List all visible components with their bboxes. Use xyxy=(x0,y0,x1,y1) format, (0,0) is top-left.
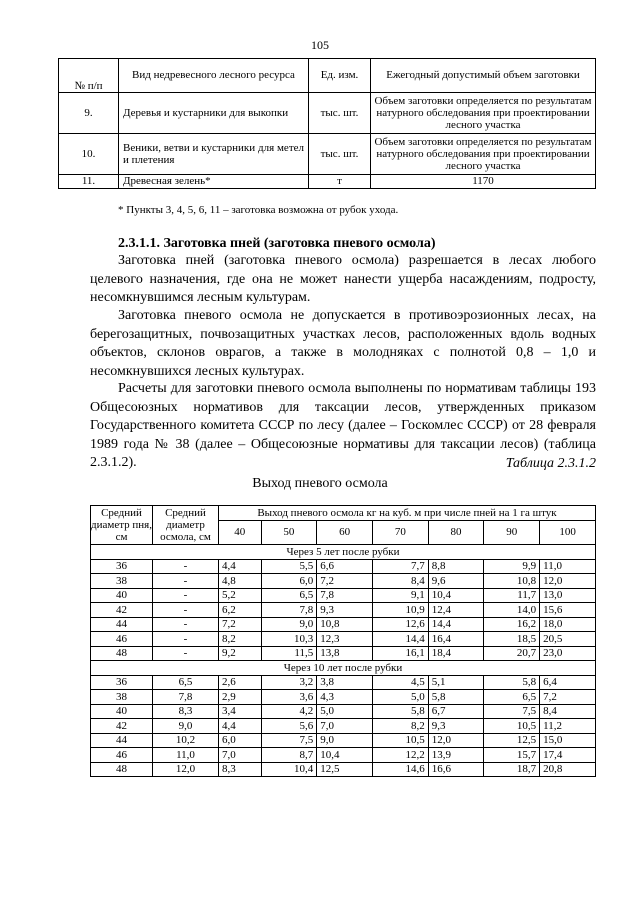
yield-cell: 7,2 xyxy=(540,690,596,705)
table-body xyxy=(91,545,596,777)
yield-cell: 9,0 xyxy=(317,733,373,748)
yield-cell: 10,8 xyxy=(484,574,540,589)
yield-cell: 9,6 xyxy=(428,574,484,589)
header-stump-count: 50 xyxy=(261,520,317,544)
yield-cell: 4,5 xyxy=(372,675,428,690)
yield-cell: 18,0 xyxy=(540,617,596,632)
yield-cell: 5,8 xyxy=(484,675,540,690)
yield-cell: 6,4 xyxy=(540,675,596,690)
resin-diameter-cell: 9,0 xyxy=(153,719,219,734)
yield-cell: 9,3 xyxy=(317,603,373,618)
row-number: 9. xyxy=(59,93,119,134)
yield-cell: 7,7 xyxy=(372,559,428,574)
yield-cell: 12,2 xyxy=(372,748,428,763)
yield-cell: 2,6 xyxy=(219,675,262,690)
resin-diameter-cell: - xyxy=(153,559,219,574)
yield-cell: 8,3 xyxy=(219,762,262,777)
resin-diameter-cell: - xyxy=(153,588,219,603)
yield-cell: 9,1 xyxy=(372,588,428,603)
yield-cell: 7,8 xyxy=(261,603,317,618)
header-stump-count: 60 xyxy=(317,520,373,544)
yield-cell: 4,4 xyxy=(219,559,262,574)
yield-cell: 8,8 xyxy=(428,559,484,574)
header-annual-volume: Ежегодный допустимый объем заготовки xyxy=(371,59,596,93)
section-row xyxy=(91,545,596,560)
header-resource-type: Вид недревесного лесного ресурса xyxy=(119,59,309,93)
header-stump-count: 90 xyxy=(484,520,540,544)
paragraph: Заготовка пневого осмола не допускается в противоэрозионных лесах, на берегозащитных, почвозащитных участках лесов, расположенных вдоль водных объектов, склонов оврагов, а также в молодняках с полнотой 0,8 – 1,0 и несомкнувшихся лесных культурах. xyxy=(90,308,596,379)
header-number: № п/п xyxy=(59,59,119,93)
yield-cell: 23,0 xyxy=(540,646,596,661)
yield-cell: 12,4 xyxy=(428,603,484,618)
section-label: Через 10 лет после рубки xyxy=(91,661,596,676)
yield-cell: 20,5 xyxy=(540,632,596,647)
yield-cell: 5,6 xyxy=(261,719,317,734)
table-header-row xyxy=(91,506,596,521)
table-row xyxy=(59,134,596,175)
resource-name: Древесная зелень* xyxy=(119,175,309,189)
table-row xyxy=(59,175,596,189)
yield-cell: 14,4 xyxy=(372,632,428,647)
yield-cell: 3,2 xyxy=(261,675,317,690)
yield-cell: 12,5 xyxy=(317,762,373,777)
yield-cell: 12,0 xyxy=(540,574,596,589)
resin-diameter-cell: 12,0 xyxy=(153,762,219,777)
table-header-row xyxy=(59,59,596,93)
yield-cell: 7,0 xyxy=(219,748,262,763)
resource-name: Деревья и кустарники для выкопки xyxy=(119,93,309,134)
table-caption: Таблица 2.3.1.2 xyxy=(505,456,596,471)
paragraph: Заготовка пней (заготовка пневого осмола) разрешается в лесах любого целевого назначения, где она не может нанести ущерба насаждениям, подросту, несомкнувшимся лесным культурам. xyxy=(90,253,596,305)
yield-cell: 16,4 xyxy=(428,632,484,647)
section-label: Через 5 лет после рубки xyxy=(91,545,596,560)
table-title: Выход пневого осмола xyxy=(252,476,388,491)
yield-cell: 20,7 xyxy=(484,646,540,661)
yield-cell: 9,0 xyxy=(261,617,317,632)
table-row xyxy=(91,675,596,690)
stump-resin-yield-table xyxy=(90,505,596,777)
stump-diameter-cell: 38 xyxy=(91,574,153,589)
yield-cell: 8,2 xyxy=(219,632,262,647)
yield-cell: 7,2 xyxy=(317,574,373,589)
yield-cell: 3,6 xyxy=(261,690,317,705)
yield-cell: 10,4 xyxy=(317,748,373,763)
table-row xyxy=(91,574,596,589)
yield-cell: 9,2 xyxy=(219,646,262,661)
yield-cell: 11,0 xyxy=(540,559,596,574)
yield-cell: 5,0 xyxy=(317,704,373,719)
yield-cell: 10,5 xyxy=(372,733,428,748)
table-row xyxy=(91,719,596,734)
yield-cell: 7,2 xyxy=(219,617,262,632)
yield-cell: 10,3 xyxy=(261,632,317,647)
resin-diameter-cell: - xyxy=(153,574,219,589)
yield-cell: 4,4 xyxy=(219,719,262,734)
yield-cell: 14,6 xyxy=(372,762,428,777)
yield-cell: 18,7 xyxy=(484,762,540,777)
yield-cell: 9,3 xyxy=(428,719,484,734)
table-row xyxy=(91,704,596,719)
yield-cell: 6,5 xyxy=(261,588,317,603)
yield-cell: 7,5 xyxy=(484,704,540,719)
table-row xyxy=(91,603,596,618)
header-stump-count: 70 xyxy=(372,520,428,544)
stump-diameter-cell: 48 xyxy=(91,762,153,777)
yield-cell: 5,1 xyxy=(428,675,484,690)
yield-cell: 3,4 xyxy=(219,704,262,719)
yield-cell: 15,6 xyxy=(540,603,596,618)
yield-cell: 6,7 xyxy=(428,704,484,719)
paragraph: Расчеты для заготовки пневого осмола выполнены по нормативам таблицы 193 Общесоюзных нормативов для таксации лесов, утвержденных приказом Государственного комитета СССР по лесу (далее – Госкомлес СССР) от 28 февраля 1989 года № 38 (далее – Общесоюзные нормативы для таксации лесов) (таблица 2.3.1.2). xyxy=(90,381,596,470)
yield-cell: 10,4 xyxy=(428,588,484,603)
yield-cell: 12,0 xyxy=(428,733,484,748)
header-stump-diameter: Средний диаметр пня, см xyxy=(91,506,152,544)
yield-cell: 13,0 xyxy=(540,588,596,603)
resin-diameter-cell: 10,2 xyxy=(153,733,219,748)
yield-cell: 14,0 xyxy=(484,603,540,618)
header-unit: Ед. изм. xyxy=(309,59,371,93)
yield-cell: 16,6 xyxy=(428,762,484,777)
stump-diameter-cell: 44 xyxy=(91,617,153,632)
stump-diameter-cell: 42 xyxy=(91,603,153,618)
header-stump-count: 80 xyxy=(428,520,484,544)
resin-diameter-cell: - xyxy=(153,617,219,632)
annual-volume: Объем заготовки определяется по результатам натурного обследования при проектировании лесного участка xyxy=(371,93,596,134)
yield-cell: 20,8 xyxy=(540,762,596,777)
resin-diameter-cell: 7,8 xyxy=(153,690,219,705)
annual-volume: Объем заготовки определяется по результатам натурного обследования при проектировании лесного участка xyxy=(371,134,596,175)
resin-diameter-cell: - xyxy=(153,632,219,647)
resin-diameter-cell: - xyxy=(153,646,219,661)
yield-cell: 6,0 xyxy=(219,733,262,748)
header-resin-diameter: Средний диаметр осмола, см xyxy=(153,506,219,545)
yield-cell: 15,0 xyxy=(540,733,596,748)
header-stump-count: 40 xyxy=(219,520,262,544)
yield-cell: 13,8 xyxy=(317,646,373,661)
stump-diameter-cell: 48 xyxy=(91,646,153,661)
yield-cell: 8,7 xyxy=(261,748,317,763)
yield-cell: 4,2 xyxy=(261,704,317,719)
yield-cell: 16,1 xyxy=(372,646,428,661)
table-row xyxy=(91,632,596,647)
table-row xyxy=(91,559,596,574)
yield-cell: 5,5 xyxy=(261,559,317,574)
row-number: 10. xyxy=(59,134,119,175)
table-row xyxy=(59,93,596,134)
page-number: 105 xyxy=(311,38,329,52)
stump-diameter-cell: 36 xyxy=(91,559,153,574)
header-stump-count: 100 xyxy=(540,520,596,544)
resin-diameter-cell: 11,0 xyxy=(153,748,219,763)
yield-cell: 4,3 xyxy=(317,690,373,705)
yield-cell: 15,7 xyxy=(484,748,540,763)
resource-name: Веники, ветви и кустарники для метел и плетения xyxy=(119,134,309,175)
yield-cell: 10,8 xyxy=(317,617,373,632)
stump-diameter-cell: 40 xyxy=(91,704,153,719)
yield-cell: 3,8 xyxy=(317,675,373,690)
stump-diameter-cell: 42 xyxy=(91,719,153,734)
annual-volume: 1170 xyxy=(371,175,596,189)
row-number: 11. xyxy=(59,175,119,189)
yield-cell: 9,9 xyxy=(484,559,540,574)
yield-cell: 6,6 xyxy=(317,559,373,574)
yield-cell: 10,9 xyxy=(372,603,428,618)
yield-cell: 10,5 xyxy=(484,719,540,734)
non-timber-resources-table xyxy=(58,58,596,189)
yield-cell: 7,5 xyxy=(261,733,317,748)
yield-cell: 8,4 xyxy=(540,704,596,719)
yield-cell: 14,4 xyxy=(428,617,484,632)
table-row xyxy=(91,588,596,603)
resin-diameter-cell: 6,5 xyxy=(153,675,219,690)
unit: тыс. шт. xyxy=(309,93,371,134)
yield-cell: 12,5 xyxy=(484,733,540,748)
yield-cell: 7,0 xyxy=(317,719,373,734)
stump-diameter-cell: 36 xyxy=(91,675,153,690)
yield-cell: 6,5 xyxy=(484,690,540,705)
yield-cell: 5,8 xyxy=(372,704,428,719)
table-row xyxy=(91,646,596,661)
table-row xyxy=(91,690,596,705)
yield-cell: 18,5 xyxy=(484,632,540,647)
yield-cell: 4,8 xyxy=(219,574,262,589)
unit: т xyxy=(309,175,371,189)
yield-cell: 5,2 xyxy=(219,588,262,603)
stump-diameter-cell: 38 xyxy=(91,690,153,705)
yield-cell: 11,7 xyxy=(484,588,540,603)
yield-cell: 6,2 xyxy=(219,603,262,618)
stump-diameter-cell: 44 xyxy=(91,733,153,748)
yield-cell: 11,5 xyxy=(261,646,317,661)
resin-diameter-cell: 8,3 xyxy=(153,704,219,719)
yield-cell: 18,4 xyxy=(428,646,484,661)
yield-cell: 7,8 xyxy=(317,588,373,603)
header-yield-group: Выход пневого осмола кг на куб. м при числе пней на 1 га штук xyxy=(219,506,596,521)
yield-cell: 13,9 xyxy=(428,748,484,763)
section-heading: 2.3.1.1. Заготовка пней (заготовка пневого осмола) xyxy=(118,236,436,251)
yield-cell: 5,8 xyxy=(428,690,484,705)
yield-cell: 12,6 xyxy=(372,617,428,632)
stump-diameter-cell: 46 xyxy=(91,748,153,763)
stump-diameter-cell: 40 xyxy=(91,588,153,603)
yield-cell: 8,4 xyxy=(372,574,428,589)
yield-cell: 11,2 xyxy=(540,719,596,734)
resin-diameter-cell: - xyxy=(153,603,219,618)
yield-cell: 5,0 xyxy=(372,690,428,705)
yield-cell: 2,9 xyxy=(219,690,262,705)
section-row xyxy=(91,661,596,676)
yield-cell: 17,4 xyxy=(540,748,596,763)
yield-cell: 6,0 xyxy=(261,574,317,589)
yield-cell: 8,2 xyxy=(372,719,428,734)
table-row xyxy=(91,733,596,748)
table-row xyxy=(91,762,596,777)
unit: тыс. шт. xyxy=(309,134,371,175)
yield-cell: 12,3 xyxy=(317,632,373,647)
table-row xyxy=(91,748,596,763)
stump-diameter-cell: 46 xyxy=(91,632,153,647)
yield-cell: 16,2 xyxy=(484,617,540,632)
yield-cell: 10,4 xyxy=(261,762,317,777)
table-row xyxy=(91,617,596,632)
footnote: * Пункты 3, 4, 5, 6, 11 – заготовка возможна от рубок ухода. xyxy=(118,204,399,216)
